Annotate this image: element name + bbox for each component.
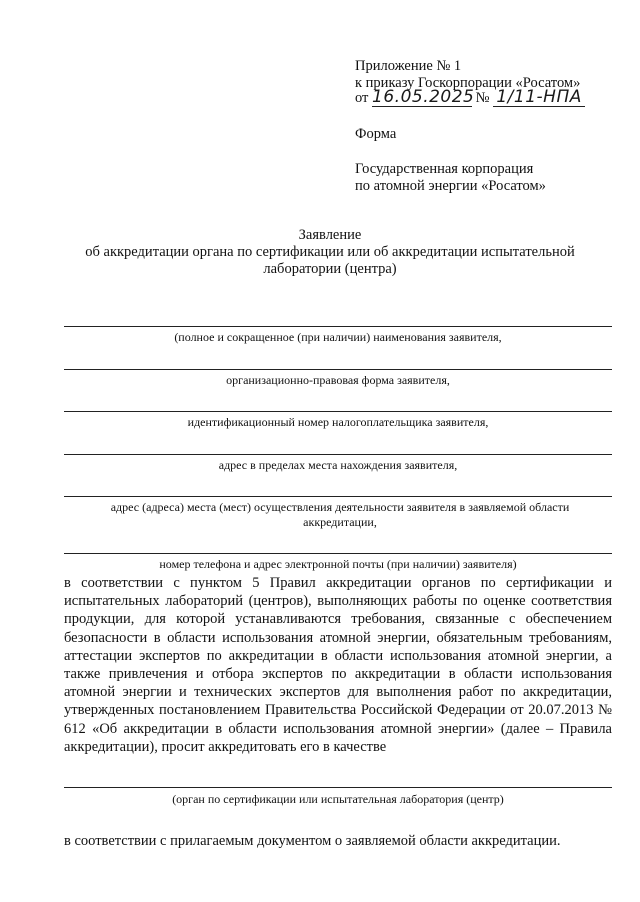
field-caption-name: (полное и сокращенное (при наличии) наименования заявителя, [174,330,502,344]
field-caption-legal-form: организационно-правовая форма заявителя, [226,373,450,387]
field-rule-address [64,454,612,455]
from-label: от [355,90,369,106]
closing-paragraph: в соответствии с прилагаемым документом о заявляемой области аккредитации. [64,833,561,849]
document-subtitle-line-1: об аккредитации органа по сертификации или об аккредитации испытательной [85,244,575,260]
document-title: Заявление [298,227,362,243]
organization-line-1: Государственная корпорация [355,161,534,177]
field-rule-inn [64,411,612,412]
field-caption-inn: идентификационный номер налогоплательщика заявителя, [187,415,489,429]
order-date-number [355,88,585,107]
field-caption-address: адрес в пределах места нахождения заявителя, [218,458,458,472]
field-caption-role: (орган по сертификации или испытательная лаборатория (центр) [172,792,504,806]
document-subtitle-line-2: лаборатории (центра) [263,261,397,277]
body-paragraph: в соответствии с пунктом 5 Правил аккредитации органов по сертификации и испытательных лабораторий (центров), выполняющих работы по оценке соответствия продукции, для которой устанавливаются требования, связанные с обеспечением безопасности в области использования атомной энергии, обязательным требованиям, аттестации экспертов по аккредитации в области использования атомной энергии, а также привлечения и отбора экспертов по аккредитации в области использования атомной энергии и технических экспертов для выполнения работ по аккредитации, утвержденных постановлением Правительства Российской Федерации от 20.07.2013 № 612 «Об аккредитации в области использования атомной энергии» (далее – Правила аккредитации), просит аккредитовать его в качестве [64,575,612,755]
field-rule-contacts [64,553,612,554]
order-reference: к приказу Госкорпорации «Росатом» [355,75,581,91]
handwritten-date: 16.05.2025 [372,87,475,107]
number-sign: № [475,90,490,106]
handwritten-number: 1/11-НПА [493,88,585,107]
organization-line-2: по атомной энергии «Росатом» [355,178,546,194]
appendix-label: Приложение № 1 [355,58,462,74]
field-rule-role [64,787,612,788]
field-rule-activity-address [64,496,612,497]
field-caption-activity-address: адрес (адреса) места (мест) осуществления деятельности заявителя в заявляемой области аккредитации, [110,500,570,529]
field-rule-name [64,326,612,327]
field-caption-contacts: номер телефона и адрес электронной почты (при наличии) заявителя) [159,557,517,571]
field-rule-legal-form [64,369,612,370]
form-label: Форма [355,126,397,142]
